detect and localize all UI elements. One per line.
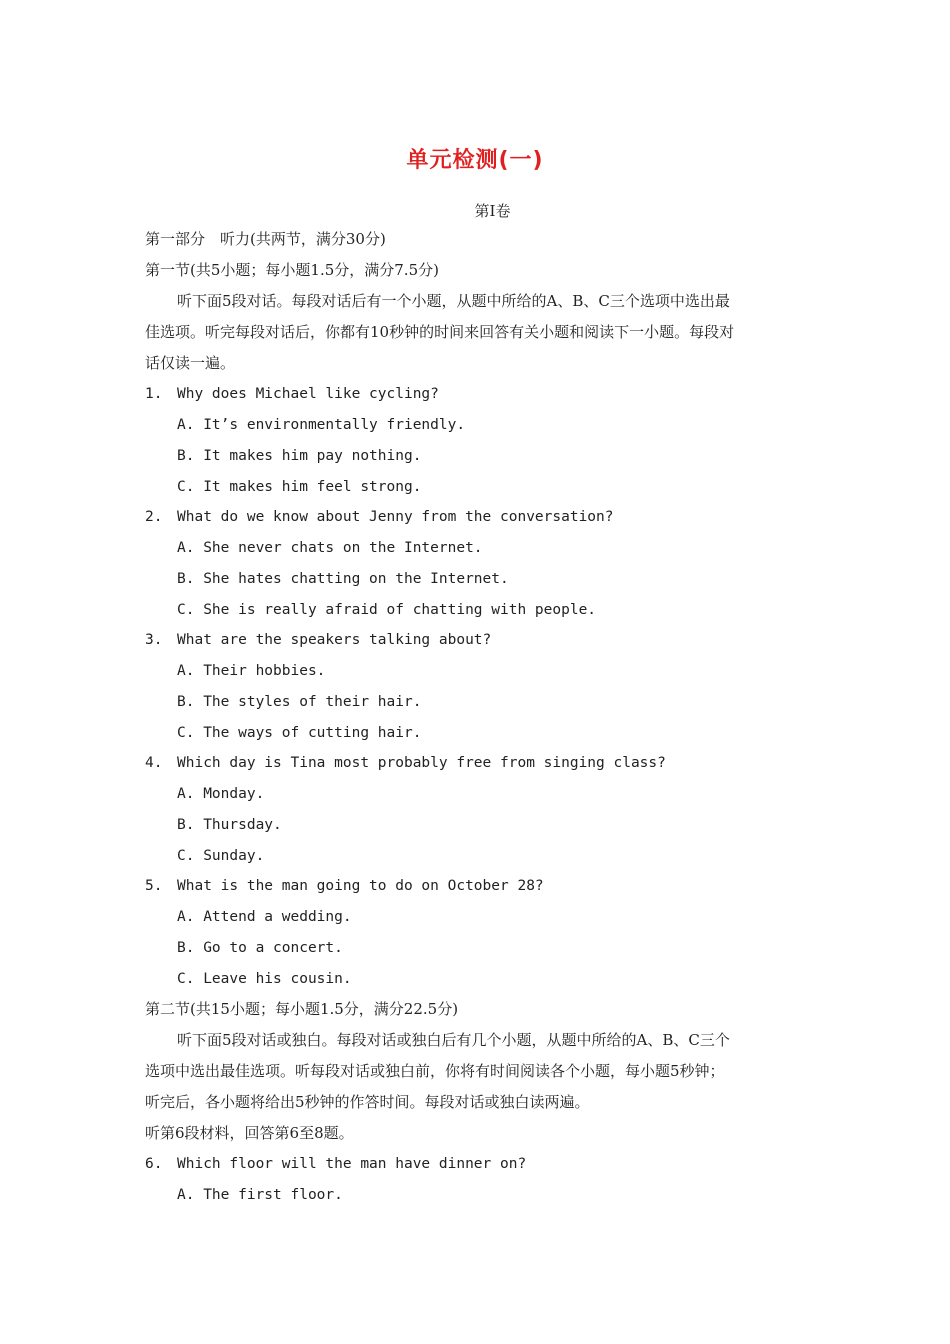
question-text: What is the man going to do on October 28? xyxy=(177,878,544,894)
question-number: 5. xyxy=(145,878,163,894)
question-1 xyxy=(145,384,439,404)
question-number: 6. xyxy=(145,1156,163,1172)
option-c: C. She is really afraid of chatting with people. xyxy=(177,602,597,618)
option-a: A. It’s environmentally friendly. xyxy=(177,417,466,433)
option-a: A. The first floor. xyxy=(177,1187,343,1203)
part1-heading: 第一部分 听力(共两节，满分30分) xyxy=(145,230,386,248)
option-a: A. She never chats on the Internet. xyxy=(177,540,483,556)
question-text: What are the speakers talking about? xyxy=(177,632,492,648)
question-2 xyxy=(145,507,614,527)
option-a: A. Their hobbies. xyxy=(177,663,326,679)
question-3 xyxy=(145,630,491,650)
question-5 xyxy=(145,876,544,896)
volume-heading: 第Ⅰ卷 xyxy=(474,202,511,220)
material-note: 听第6段材料，回答第6至8题。 xyxy=(145,1124,354,1142)
question-text: Which day is Tina most probably free from singing class? xyxy=(177,755,666,771)
option-b: B. Go to a concert. xyxy=(177,940,343,956)
option-a: A. Attend a wedding. xyxy=(177,909,352,925)
section1-instructions-line: 听下面5段对话。每段对话后有一个小题，从题中所给的A、B、C三个选项中选出最 xyxy=(177,292,730,310)
section2-instructions-line: 听完后，各小题将给出5秒钟的作答时间。每段对话或独白读两遍。 xyxy=(145,1093,590,1111)
option-c: C. The ways of cutting hair. xyxy=(177,725,422,741)
option-b: B. It makes him pay nothing. xyxy=(177,448,422,464)
question-6 xyxy=(145,1154,526,1174)
page-title: 单元检测(一) xyxy=(406,148,544,173)
question-text: Why does Michael like cycling? xyxy=(177,386,439,402)
question-number: 1. xyxy=(145,386,163,402)
section1-heading: 第一节(共5小题；每小题1.5分，满分7.5分) xyxy=(145,261,439,279)
section1-instructions-line: 佳选项。听完每段对话后，你都有10秒钟的时间来回答有关小题和阅读下一小题。每段对 xyxy=(145,323,735,341)
option-b: B. Thursday. xyxy=(177,817,282,833)
section2-heading: 第二节(共15小题；每小题1.5分，满分22.5分) xyxy=(145,1000,459,1018)
option-b: B. The styles of their hair. xyxy=(177,694,422,710)
option-c: C. Sunday. xyxy=(177,848,265,864)
question-number: 2. xyxy=(145,509,163,525)
question-number: 3. xyxy=(145,632,163,648)
section1-instructions-line: 话仅读一遍。 xyxy=(145,354,236,372)
option-b: B. She hates chatting on the Internet. xyxy=(177,571,509,587)
question-4 xyxy=(145,753,666,773)
question-text: What do we know about Jenny from the conversation? xyxy=(177,509,614,525)
option-a: A. Monday. xyxy=(177,786,265,802)
option-c: C. Leave his cousin. xyxy=(177,971,352,987)
section2-instructions-line: 选项中选出最佳选项。听每段对话或独白前，你将有时间阅读各个小题，每小题5秒钟； xyxy=(145,1062,725,1080)
option-c: C. It makes him feel strong. xyxy=(177,479,422,495)
question-number: 4. xyxy=(145,755,163,771)
question-text: Which floor will the man have dinner on? xyxy=(177,1156,527,1172)
section2-instructions-line: 听下面5段对话或独白。每段对话或独白后有几个小题，从题中所给的A、B、C三个 xyxy=(177,1031,730,1049)
